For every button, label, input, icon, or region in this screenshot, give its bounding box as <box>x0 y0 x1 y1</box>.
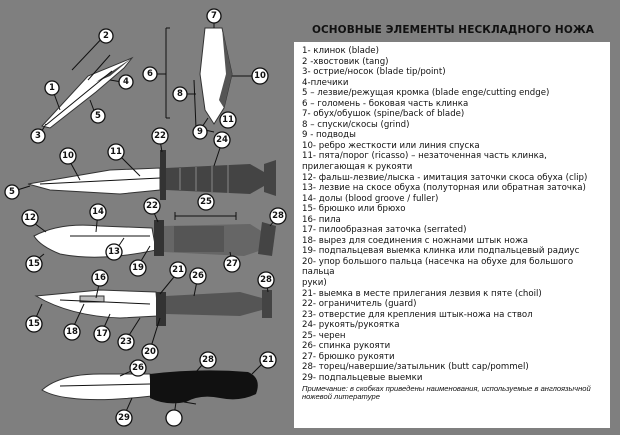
knife-5-drawing <box>42 370 258 403</box>
callout-25 <box>198 194 214 210</box>
svg-text:8: 8 <box>177 89 183 99</box>
callout-21 <box>118 334 134 350</box>
callout-22 <box>152 128 168 144</box>
callout-26 <box>200 352 216 368</box>
callout-20 <box>130 360 146 376</box>
svg-text:22: 22 <box>146 201 158 211</box>
svg-text:9: 9 <box>197 127 203 137</box>
legend-item: 21- выемка в месте прилегания лезвия к пяте (choil) <box>302 288 542 299</box>
callout-15 <box>26 256 42 272</box>
callout-18 <box>64 324 80 340</box>
knife-diagram <box>0 0 292 435</box>
callout-28 <box>260 352 276 368</box>
svg-text:14: 14 <box>92 207 104 217</box>
callout-24 <box>214 132 230 148</box>
callout-23 <box>142 344 158 360</box>
svg-text:3: 3 <box>35 131 41 141</box>
svg-text:7: 7 <box>211 11 217 21</box>
svg-text:25: 25 <box>200 197 212 207</box>
svg-text:5: 5 <box>9 187 15 197</box>
callout-10 <box>252 68 268 84</box>
callout-7 <box>207 9 221 23</box>
callout-15 <box>26 316 42 332</box>
legend-item: 2 -хвостовик (tang) <box>302 56 389 67</box>
callout-1 <box>45 81 59 95</box>
svg-text:28: 28 <box>272 211 284 221</box>
legend-item: 8 – спуски/скосы (grind) <box>302 119 410 130</box>
svg-text:16: 16 <box>94 273 106 283</box>
legend-item: прилегающая к рукояти <box>302 162 413 173</box>
callout-19 <box>130 260 146 276</box>
legend-item: 26- спинка рукояти <box>302 341 391 352</box>
svg-text:19: 19 <box>132 263 144 273</box>
callout-3 <box>31 129 45 143</box>
legend-item: 14- долы (blood groove / fuller) <box>302 193 439 204</box>
legend-item: 27- брюшко рукояти <box>302 351 395 362</box>
legend-item: 1- клинок (blade) <box>302 46 379 56</box>
callout-2 <box>99 29 113 43</box>
svg-text:27: 27 <box>226 259 238 269</box>
legend-item: 3- острие/носок (blade tip/point) <box>302 67 446 78</box>
legend-item: 28- торец/навершие/затыльник (butt cap/pommel) <box>302 362 529 373</box>
legend-item: 15- брюшко или брюхо <box>302 204 406 215</box>
callout-11 <box>220 112 236 128</box>
callout-11 <box>108 144 124 160</box>
legend-panel <box>294 42 610 428</box>
legend-item: 6 – голомень - боковая часть клинка <box>302 98 469 109</box>
knife-3-drawing <box>34 220 276 257</box>
callout-5 <box>5 185 19 199</box>
callout-14 <box>90 204 106 220</box>
legend-list <box>302 46 606 384</box>
svg-text:1: 1 <box>49 83 55 93</box>
callout-4 <box>119 75 133 89</box>
svg-text:4: 4 <box>123 77 129 87</box>
knife-4-drawing <box>36 290 272 326</box>
legend-item: 17- пилообразная заточка (serrated) <box>302 225 467 236</box>
svg-text:24: 24 <box>216 135 228 145</box>
svg-text:29: 29 <box>118 413 130 423</box>
svg-text:28: 28 <box>202 355 214 365</box>
svg-text:17: 17 <box>96 329 108 339</box>
callout-13 <box>106 244 122 260</box>
callout-markers <box>5 9 286 426</box>
legend-item: 7- обух/обушок (spine/back of blade) <box>302 109 465 120</box>
svg-text:5: 5 <box>95 111 101 121</box>
legend-item: 12- фальш-лезвие/лыска - имитация заточки скоса обуха (clip) <box>302 172 588 183</box>
svg-text:10: 10 <box>62 151 74 161</box>
legend-item: 29- подпальцевые выемки <box>302 372 423 383</box>
callout-26 <box>190 268 206 284</box>
legend-item: 16- пила <box>302 214 341 225</box>
svg-text:11: 11 <box>222 115 234 125</box>
svg-text:15: 15 <box>28 319 40 329</box>
svg-text:18: 18 <box>66 327 78 337</box>
legend-item: 25- черен <box>302 330 346 341</box>
svg-text:12: 12 <box>24 213 36 223</box>
svg-text:15: 15 <box>28 259 40 269</box>
legend-item: 10- ребро жесткости или линия спуска <box>302 140 480 151</box>
svg-text:26: 26 <box>192 271 204 281</box>
callout-8 <box>173 87 187 101</box>
legend-item: 4-плечики <box>302 77 349 88</box>
callout-28 <box>270 208 286 224</box>
legend-item: 11- пята/порог (ricasso) – незаточенная часть клинка, <box>302 151 547 162</box>
callout-28 <box>258 272 274 288</box>
callout-12 <box>22 210 38 226</box>
page-title: ОСНОВНЫЕ ЭЛЕМЕНТЫ НЕСКЛАДНОГО НОЖА <box>311 24 595 36</box>
legend-item: 18- вырез для соединения с ножнами штык ножа <box>302 235 529 246</box>
svg-text:10: 10 <box>254 71 266 81</box>
svg-text:6: 6 <box>147 69 153 79</box>
callout-17 <box>94 326 110 342</box>
svg-text:21: 21 <box>262 355 274 365</box>
callout-22 <box>144 198 160 214</box>
legend-item: 5 – лезвие/режущая кромка (blade enge/cutting endge) <box>302 88 550 99</box>
callout-9 <box>193 125 207 139</box>
callout-29 <box>166 410 182 426</box>
legend-note: Примечание: в скобках приведены наименования, используемые в англоязычной ножевой литературе <box>302 383 591 402</box>
svg-text:26: 26 <box>132 363 144 373</box>
callout-6 <box>143 67 157 81</box>
legend-item: руки) <box>302 278 327 289</box>
svg-text:13: 13 <box>108 247 120 257</box>
callout-21 <box>170 262 186 278</box>
svg-text:28: 28 <box>260 275 272 285</box>
callout-5 <box>91 109 105 123</box>
svg-text:11: 11 <box>110 147 122 157</box>
svg-text:21: 21 <box>172 265 184 275</box>
legend-item: 23- отверстие для крепления штык-ножа на ствол <box>302 309 533 320</box>
legend-item: 9 - подводы <box>302 130 356 141</box>
svg-text:20: 20 <box>144 347 156 357</box>
legend-item: 22- ограничитель (guard) <box>302 299 417 310</box>
legend-item: 24- рукоять/рукоятка <box>302 320 400 331</box>
svg-text:23: 23 <box>120 337 132 347</box>
legend-item: 20- упор большого пальца (насечка на обухе для большого пальца <box>302 256 574 278</box>
legend-item: 19- подпальцевая выемка клинка или подпальцевый радиус <box>302 246 580 257</box>
callout-10 <box>60 148 76 164</box>
legend-item: 13- лезвие на скосе обуха (полуторная или обратная заточка) <box>302 183 586 194</box>
svg-text:2: 2 <box>103 31 109 41</box>
callout-27 <box>224 256 240 272</box>
svg-text:22: 22 <box>154 131 166 141</box>
callout-21 <box>116 410 132 426</box>
callout-16 <box>92 270 108 286</box>
